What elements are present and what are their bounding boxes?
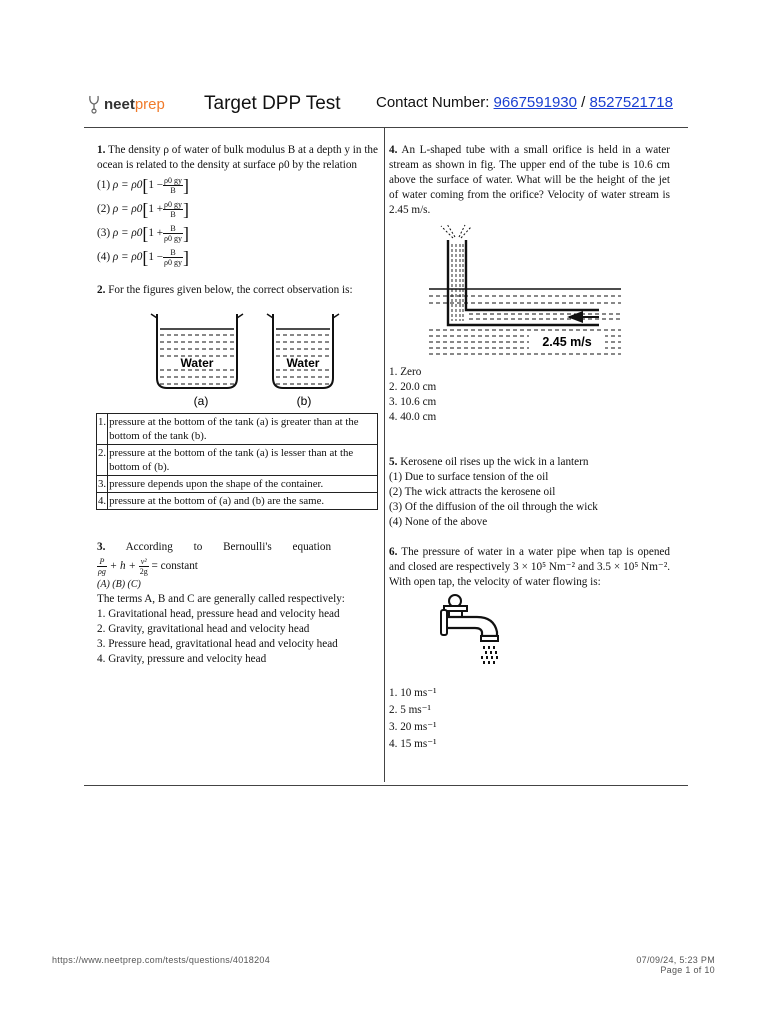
page-header bbox=[88, 88, 688, 124]
observation-table bbox=[96, 413, 378, 510]
question-1 bbox=[97, 143, 378, 269]
contact-info bbox=[376, 94, 673, 111]
bernoulli-equation: $\frac{P}{\rho g}$ + h + $\frac{\text{v²}}{2g}$ = constant bbox=[98, 556, 198, 576]
option-4[interactable]: (4) ρ = ρ0[1 − $\frac{B}{\rho 0 gy}$ ] bbox=[97, 247, 190, 268]
question-text: For the figures given below, the correct observation is: bbox=[108, 284, 353, 296]
question-text: The density ρ of water of bulk modulus B at a depth y in the ocean is related to the density at surface ρ0 by the relation bbox=[97, 144, 378, 171]
l-tube-figure bbox=[389, 218, 670, 360]
logo-text-neet: neet bbox=[104, 95, 135, 113]
option-1[interactable]: 1. Gravitational head, pressure head and velocity head bbox=[97, 608, 340, 620]
table-row[interactable]: 2. pressure at the bottom of the tank (a) is lesser than at the bottom of (b). bbox=[97, 445, 378, 476]
figure-label-b: (b) bbox=[296, 394, 312, 408]
phone-link-2[interactable]: 8527521718 bbox=[589, 94, 673, 111]
option-4[interactable]: (4) None of the above bbox=[389, 516, 488, 528]
page-url[interactable]: https://www.neetprep.com/tests/questions/4018204 bbox=[52, 955, 271, 965]
water-jet bbox=[441, 224, 471, 238]
question-number: 2. bbox=[97, 284, 106, 296]
question-number: 4. bbox=[389, 144, 398, 156]
option-2[interactable]: 2. 20.0 cm bbox=[389, 381, 437, 393]
question-number: 6. bbox=[389, 546, 398, 558]
question-number: 3. bbox=[97, 541, 106, 553]
option-4[interactable]: 4. 40.0 cm bbox=[389, 411, 437, 423]
stream-speed-label: 2.45 m/s bbox=[542, 335, 592, 349]
left-column bbox=[97, 143, 378, 667]
question-text: An L-shaped tube with a small orifice is held in a water stream as shown in fig. The upper end of the tube is 10.6 cm above the surface of water. What will be the height of the jet of water coming from the orifice? Velocity of water stream is 2.45 m/s. bbox=[389, 144, 670, 216]
table-row[interactable]: 4. pressure at the bottom of (a) and (b) are the same. bbox=[97, 493, 378, 510]
option-2[interactable]: 2. 5 ms⁻¹ bbox=[389, 704, 431, 716]
question-text: Kerosene oil rises up the wick in a lantern bbox=[400, 456, 589, 468]
bottom-divider bbox=[84, 785, 688, 786]
option-2[interactable]: 2. Gravity, gravitational head and velocity head bbox=[97, 623, 310, 635]
figure-label-a: (a) bbox=[193, 394, 209, 408]
arrow-head-icon bbox=[567, 311, 583, 323]
option-3[interactable]: (3) Of the diffusion of the oil through the wick bbox=[389, 501, 598, 513]
phone-separator: / bbox=[576, 94, 590, 111]
page-counter: Page 1 of 10 bbox=[660, 965, 715, 975]
option-3[interactable]: 3. 10.6 cm bbox=[389, 396, 437, 408]
pressure-closed: 3.5 × 10⁵ Nm⁻² bbox=[596, 561, 668, 573]
question-5 bbox=[389, 455, 670, 530]
option-1[interactable]: (1) Due to surface tension of the oil bbox=[389, 471, 549, 483]
option-2[interactable]: (2) ρ = ρ0[1 + $\frac{\rho 0 gy}{B}$ ] bbox=[97, 199, 190, 220]
question-4 bbox=[389, 143, 670, 425]
water-tap-icon bbox=[389, 590, 670, 670]
question-6: 6. The pressure of water in a water pipe when tap is opened and closed are respectively 3 × 10⁵ Nm⁻² and 3.5 × 10⁵ Nm⁻². With open tap, the velocity of water flowing is: 1. 10 ms⁻¹ 2. 5 ms⁻¹ 3. 20 ms⁻¹ 4. 15 ms⁻¹ bbox=[389, 545, 670, 753]
option-3[interactable]: (3) ρ = ρ0[1 + $\frac{B}{\rho 0 gy}$ ] bbox=[97, 223, 190, 244]
beaker-a bbox=[151, 314, 243, 408]
phone-link-1[interactable]: 9667591930 bbox=[493, 94, 577, 111]
print-info bbox=[636, 955, 715, 975]
pressure-open: 3 × 10⁵ Nm⁻² bbox=[513, 561, 575, 573]
print-datetime: 07/09/24, 5:23 PM bbox=[636, 955, 715, 965]
beaker-b bbox=[267, 314, 339, 408]
page-title: Target DPP Test bbox=[204, 93, 341, 114]
table-row[interactable]: 1. pressure at the bottom of the tank (a) is greater than at the bottom of the tank (b). bbox=[97, 414, 378, 445]
water-label-b: Water bbox=[286, 356, 320, 370]
question-3 bbox=[97, 540, 378, 667]
question-number: 5. bbox=[389, 456, 398, 468]
water-label-a: Water bbox=[180, 356, 214, 370]
option-3[interactable]: 3. 20 ms⁻¹ bbox=[389, 721, 437, 733]
terms-text: The terms A, B and C are generally called respectively: bbox=[97, 593, 345, 605]
term-labels: (A) (B) (C) bbox=[97, 579, 141, 590]
table-row[interactable]: 3. pressure depends upon the shape of the container. bbox=[97, 476, 378, 493]
option-1[interactable]: 1. Zero bbox=[389, 366, 422, 378]
logo-text-prep: prep bbox=[134, 95, 165, 113]
option-3[interactable]: 3. Pressure head, gravitational head and velocity head bbox=[97, 638, 338, 650]
question-2 bbox=[97, 283, 378, 510]
beakers-figure bbox=[97, 298, 378, 408]
column-divider bbox=[384, 128, 385, 782]
option-1[interactable]: (1) ρ = ρ0[1 − $\frac{\rho 0 gy}{B}$ ] bbox=[97, 175, 190, 196]
option-4[interactable]: 4. Gravity, pressure and velocity head bbox=[97, 653, 267, 665]
neetprep-logo[interactable] bbox=[88, 94, 165, 114]
option-4[interactable]: 4. 15 ms⁻¹ bbox=[389, 738, 437, 750]
question-number: 1. bbox=[97, 144, 106, 156]
contact-label: Contact Number: bbox=[376, 94, 494, 111]
stethoscope-icon bbox=[88, 94, 100, 114]
option-1[interactable]: 1. 10 ms⁻¹ bbox=[389, 687, 437, 699]
question-text: According to Bernoulli's equation bbox=[125, 541, 332, 553]
right-column bbox=[389, 143, 670, 753]
option-2[interactable]: (2) The wick attracts the kerosene oil bbox=[389, 486, 556, 498]
option-list bbox=[97, 173, 378, 269]
header-divider bbox=[84, 127, 688, 128]
